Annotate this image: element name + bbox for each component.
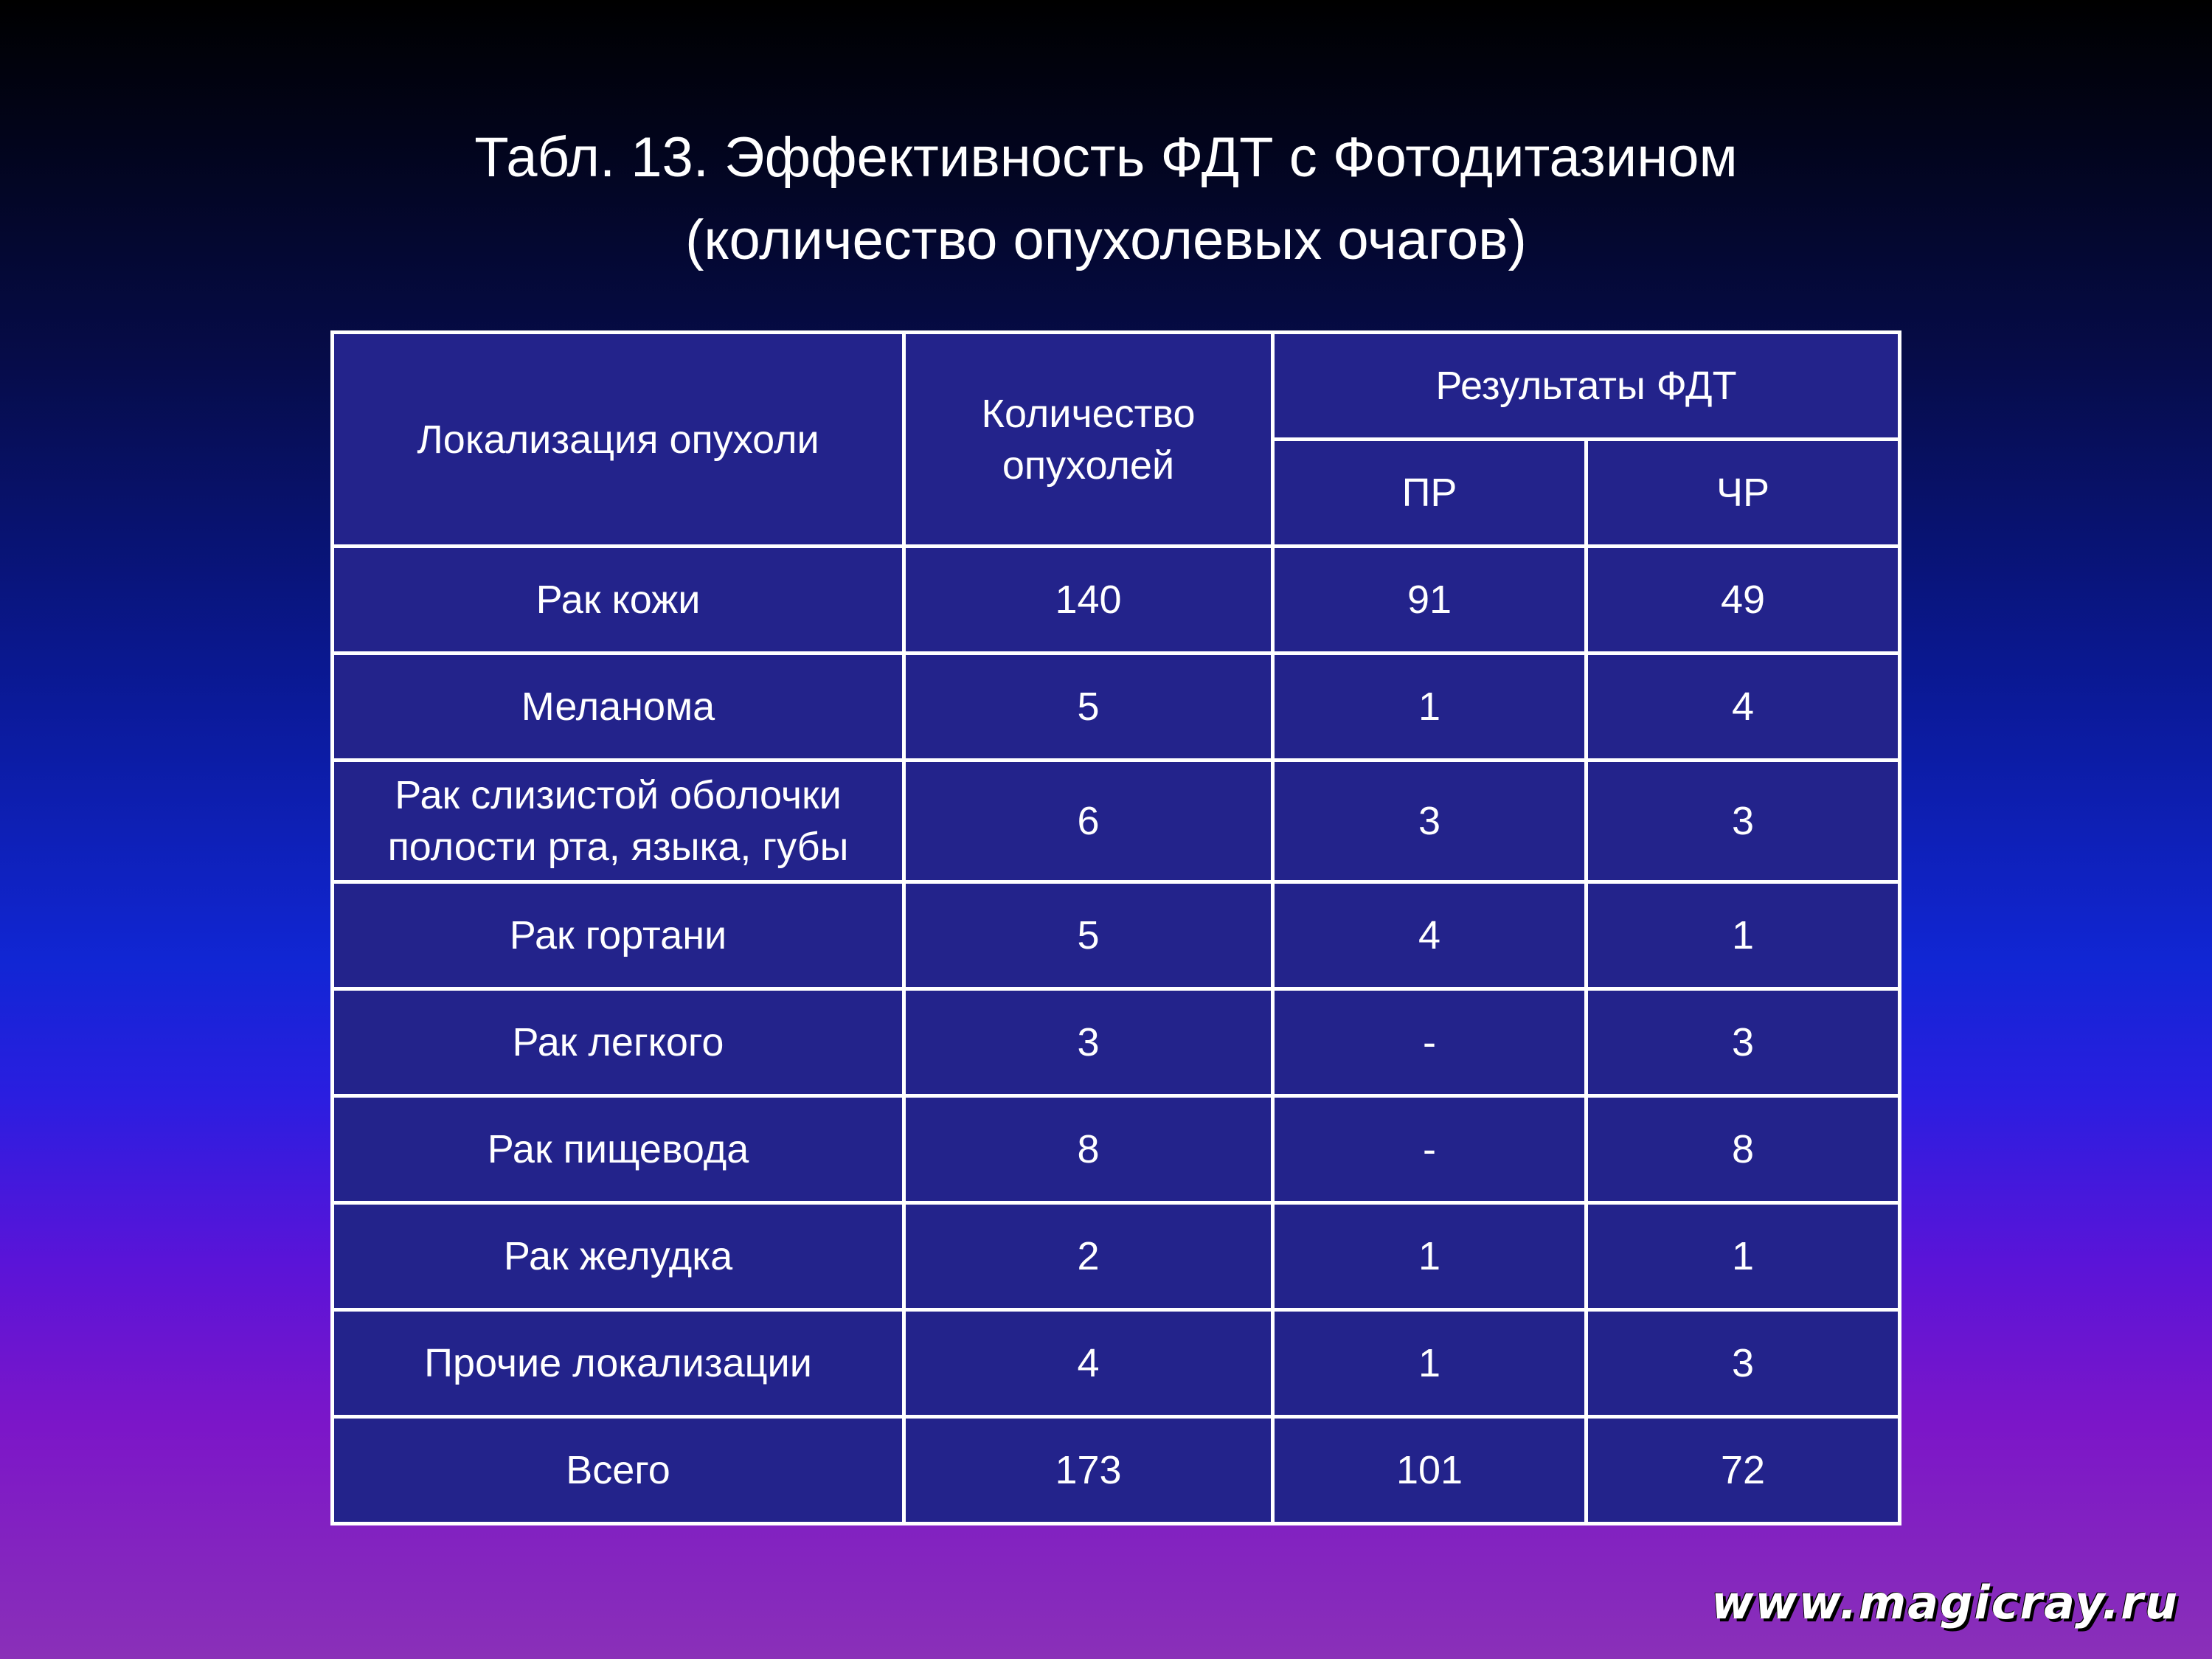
header-localization: Локализация опухоли	[333, 333, 904, 547]
row-pr: 4	[1273, 882, 1587, 989]
header-count-line-2: опухолей	[1002, 443, 1175, 488]
header-row	[333, 333, 1900, 440]
row-count: 5	[904, 654, 1273, 761]
row-chr: 1	[1587, 882, 1900, 989]
row-count: 3	[904, 989, 1273, 1096]
row-name: Рак гортани	[333, 882, 904, 989]
row-count: 6	[904, 761, 1273, 882]
table-row	[333, 1203, 1900, 1310]
row-pr: 1	[1273, 654, 1587, 761]
table-row	[333, 1310, 1900, 1417]
row-name-line-1: Рак слизистой оболочки	[395, 773, 842, 817]
header-pr: ПР	[1273, 440, 1587, 547]
row-pr: 101	[1273, 1417, 1587, 1524]
header-count	[904, 333, 1273, 547]
total-row	[333, 1417, 1900, 1524]
table-row	[333, 761, 1900, 882]
row-chr: 72	[1587, 1417, 1900, 1524]
row-name: Прочие локализации	[333, 1310, 904, 1417]
row-count: 2	[904, 1203, 1273, 1310]
row-name: Меланома	[333, 654, 904, 761]
table-row	[333, 1096, 1900, 1203]
row-pr: -	[1273, 989, 1587, 1096]
table-row	[333, 654, 1900, 761]
row-name	[333, 761, 904, 882]
row-count: 5	[904, 882, 1273, 989]
row-name: Рак легкого	[333, 989, 904, 1096]
row-chr: 49	[1587, 547, 1900, 654]
row-count: 140	[904, 547, 1273, 654]
row-name: Всего	[333, 1417, 904, 1524]
page-title	[0, 117, 2212, 282]
row-chr: 3	[1587, 989, 1900, 1096]
row-chr: 8	[1587, 1096, 1900, 1203]
table-row	[333, 882, 1900, 989]
table-row	[333, 989, 1900, 1096]
row-pr: -	[1273, 1096, 1587, 1203]
row-name: Рак пищевода	[333, 1096, 904, 1203]
header-results: Результаты ФДТ	[1273, 333, 1900, 440]
header-count-line-1: Количество	[981, 391, 1196, 436]
row-pr: 91	[1273, 547, 1587, 654]
row-count: 8	[904, 1096, 1273, 1203]
row-chr: 3	[1587, 1310, 1900, 1417]
row-name: Рак желудка	[333, 1203, 904, 1310]
row-pr: 3	[1273, 761, 1587, 882]
row-pr: 1	[1273, 1203, 1587, 1310]
results-table	[330, 330, 1901, 1525]
row-count: 4	[904, 1310, 1273, 1417]
table-row	[333, 547, 1900, 654]
title-line-2: (количество опухолевых очагов)	[685, 209, 1527, 271]
row-chr: 1	[1587, 1203, 1900, 1310]
row-count: 173	[904, 1417, 1273, 1524]
row-name-line-2: полости рта, языка, губы	[387, 825, 849, 869]
watermark: www.magicray.ru	[1711, 1576, 2179, 1629]
row-name: Рак кожи	[333, 547, 904, 654]
header-chr: ЧР	[1587, 440, 1900, 547]
row-chr: 4	[1587, 654, 1900, 761]
row-chr: 3	[1587, 761, 1900, 882]
title-line-1: Табл. 13. Эффективность ФДТ с Фотодитазином	[474, 126, 1738, 189]
row-pr: 1	[1273, 1310, 1587, 1417]
